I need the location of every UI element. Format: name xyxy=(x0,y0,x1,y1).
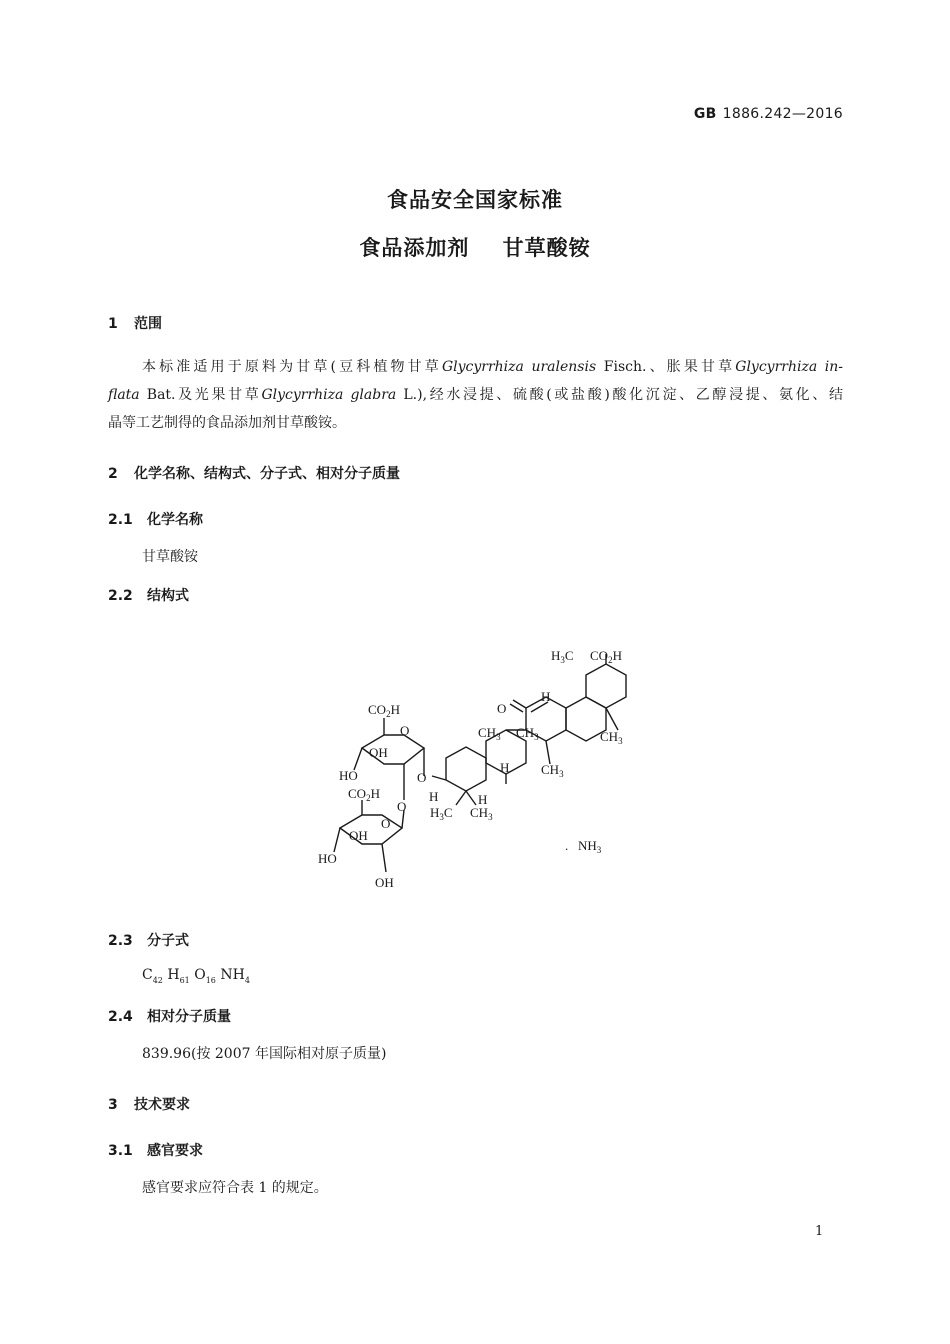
bond xyxy=(546,741,550,764)
label-ch3-d: $CH_3$ xyxy=(541,762,564,779)
label-o-link2: O xyxy=(397,799,407,814)
bond xyxy=(382,844,386,872)
text: 本标准适用于原料为甘草(豆科植物甘草 xyxy=(142,359,442,375)
section-title: 相对分子质量 xyxy=(147,1009,231,1025)
molecular-weight: 839.96(按 2007 年国际相对原子质量) xyxy=(142,1046,387,1062)
sensory-requirement: 感官要求应符合表 1 的规定。 xyxy=(142,1180,328,1196)
section-title: 技术要求 xyxy=(134,1097,190,1113)
label-o-ring1: O xyxy=(400,723,410,738)
label-o-ring2: O xyxy=(381,816,391,831)
label-ho-2: HO xyxy=(318,851,337,866)
section-title: 化学名称、结构式、分子式、相对分子质量 xyxy=(134,466,400,482)
section-number: 1 xyxy=(108,316,118,332)
section-number: 2 xyxy=(108,466,118,482)
section-number: 2.4 xyxy=(108,1009,133,1025)
latin-name: Glycyrrhiza in- xyxy=(735,359,844,375)
label-oh-2: OH xyxy=(349,828,368,843)
ring-a xyxy=(446,747,486,791)
section-3-heading xyxy=(108,1094,190,1114)
latin-name: Glycyrrhiza uralensis xyxy=(441,359,597,375)
label-o-link1: O xyxy=(417,770,427,785)
doc-title-line1: 食品安全国家标准 xyxy=(387,188,563,212)
label-ch3-bottom: $CH_3$ xyxy=(470,805,493,822)
section-title: 化学名称 xyxy=(147,512,203,528)
chemical-name: 甘草酸铵 xyxy=(142,549,198,565)
page-number: 1 xyxy=(815,1224,824,1239)
ether-bond xyxy=(432,776,446,780)
section-title: 范围 xyxy=(134,316,162,332)
section-2-3-heading xyxy=(108,930,189,950)
label-ch3-c: $CH_3$ xyxy=(600,729,623,746)
label-h-mid: H xyxy=(541,689,551,704)
latin-name: flata xyxy=(108,387,140,403)
bond xyxy=(354,748,362,770)
label-h3c-top: $H_3C$ xyxy=(551,648,574,665)
label-ch3-b: $CH_3$ xyxy=(516,725,539,742)
doc-title-line2: 食品添加剂 甘草酸铵 xyxy=(359,236,591,260)
label-co2h-sugar1: $CO_2H$ xyxy=(368,702,400,719)
section-number: 3.1 xyxy=(108,1143,133,1159)
label-nh3: $NH_3$ xyxy=(578,838,602,855)
text: L.),经水浸提、硫酸(或盐酸)酸化沉淀、乙醇浸提、氨化、结 xyxy=(403,387,843,403)
label-h-ring2: H xyxy=(429,789,439,804)
section-title: 分子式 xyxy=(147,933,189,949)
label-h-ring1: H xyxy=(500,760,510,775)
standard-code: 1886.242—2016 xyxy=(722,106,843,122)
label-o-ketone: O xyxy=(497,701,507,716)
molecular-formula: $C_{42}$ $H_{61}$ $O_{16}$ $NH_4$ xyxy=(142,967,250,985)
section-2-4-heading xyxy=(108,1006,231,1026)
label-ho-1: HO xyxy=(339,768,358,783)
bond xyxy=(466,791,476,805)
section-number: 2.3 xyxy=(108,933,133,949)
label-dot: . xyxy=(565,838,569,853)
scope-line-3: 晶等工艺制得的食品添加剂甘草酸铵。 xyxy=(108,415,346,431)
section-number: 2.1 xyxy=(108,512,133,528)
label-ch3-a: $CH_3$ xyxy=(478,725,501,742)
bond xyxy=(456,791,466,805)
label-h3c-bottom: $H_3C$ xyxy=(430,805,453,822)
label-oh-1: OH xyxy=(369,745,388,760)
gb-prefix: GB xyxy=(693,106,717,122)
latin-name: Glycyrrhiza glabra xyxy=(261,387,397,403)
label-co2h-sugar2: $CO_2H$ xyxy=(348,786,380,803)
section-number: 2.2 xyxy=(108,588,133,604)
bond xyxy=(606,708,618,730)
text: Bat.及光果甘草 xyxy=(146,387,262,403)
ring-e xyxy=(586,664,626,708)
label-h-ring3: H xyxy=(478,792,488,807)
text: Fisch.、胀果甘草 xyxy=(603,359,736,375)
section-title: 感官要求 xyxy=(147,1143,203,1159)
label-oh-3: OH xyxy=(375,875,394,890)
bond xyxy=(334,828,340,852)
section-number: 3 xyxy=(108,1097,118,1113)
label-co2h-top: $CO_2H$ xyxy=(590,648,622,665)
section-3-1-heading xyxy=(108,1140,203,1160)
section-title: 结构式 xyxy=(147,588,189,604)
